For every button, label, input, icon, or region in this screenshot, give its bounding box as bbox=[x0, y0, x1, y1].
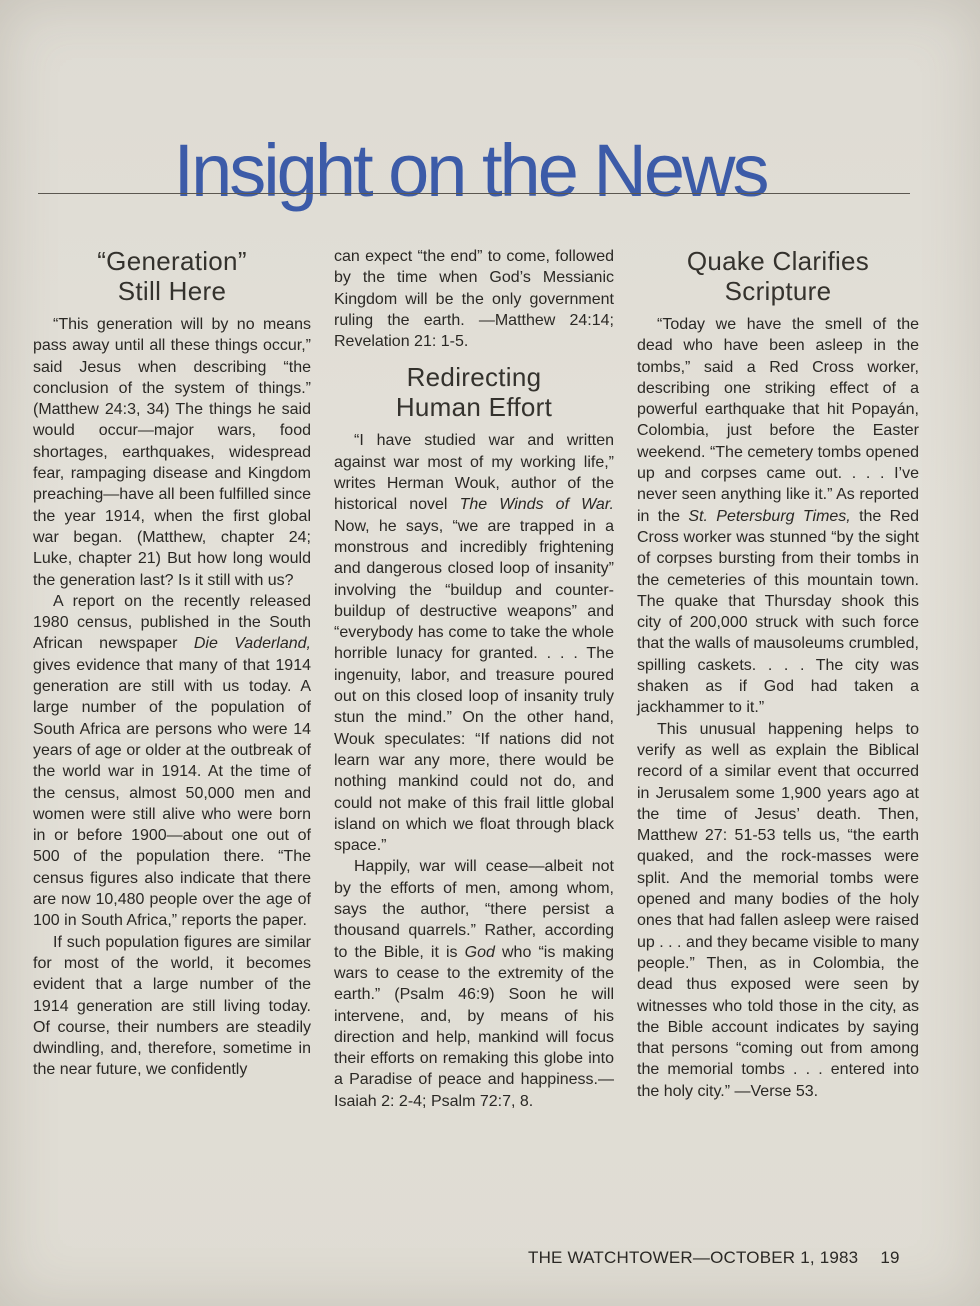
article-3-paragraph-1 bbox=[637, 314, 919, 719]
article-2-p2-b: who “is making wars to cease to the extremity of the earth.” (Psalm 46:9) Soon he will intervene, and, by means of his direction and help, mankind will focus their efforts on remaking this globe into a Paradise of peace and happiness.—Isaiah 2: 2-4; Psalm 72:7, 8. bbox=[334, 943, 615, 1110]
article-1-paragraph-3: If such population figures are similar for most of the world, it becomes evident that a large number of the 1914 generation are still living today. Of course, their numbers are steadily dwindling, and, therefore, sometime in the near future, we confidently bbox=[33, 933, 311, 1079]
column-3 bbox=[637, 246, 919, 1102]
column-1 bbox=[33, 246, 311, 1081]
article-3-p1-b: the Red Cross worker was stunned “by the sight of corpses bursting from their tombs in the cemeteries of this mountain town. The quake that Thursday shook this city of 200,000 struck with such force that the walls of mausoleums crumbled, spilling caskets. . . . The city was shaken as if God had taken a jackhammer to it.” bbox=[637, 507, 919, 717]
page-footer bbox=[528, 1248, 900, 1268]
article-3-p1-newspaper: St. Petersburg Times, bbox=[688, 507, 851, 525]
article-2-p1-b: Now, he says, “we are trapped in a monstrous and incredibly frightening and dangerous closed loop of insanity” involving the “buildup and counter-buildup of destructive weapons” and “everybody has come to take the whole horrible lunacy for granted. . . . The ingenuity, labor, and treasure poured out on this closed loop of insanity truly stun the mind.” On the other hand, Wouk speculates: “If nations did not learn war any more, there would be nothing mankind could not do, and could not make of this frail little global island on which we float through black space.” bbox=[334, 517, 614, 855]
article-1-paragraph-2 bbox=[33, 591, 311, 932]
article-3-p1-a: “Today we have the smell of the dead who have been asleep in the tombs,” said a Red Cross worker, describing one striking effect of a powerful earthquake that hit Popayán, Colombia, just before the Easter weekend. “The cemetery tombs opened up and corpses came out. . . . I’ve never seen anything like it.” As reported in the bbox=[637, 316, 919, 525]
article-3-title-line2: Scripture bbox=[724, 276, 832, 306]
article-2-p2-god: God bbox=[464, 943, 495, 961]
article-2-paragraph-1 bbox=[334, 430, 614, 856]
article-3-paragraph-2: This unusual happening helps to verify as well as explain the Biblical record of a similar event that occurred in Jerusalem some 1,900 years ago at the time of Jesus’ death. Then, Matthew 27: 51-53 tells us, “the earth quaked, and the rock-masses were split. And the memorial tombs were opened and many bodies of the holy ones that had fallen asleep were raised up . . . and they became visible to many people.” Then, as in Colombia, the dead thus exposed were seen by witnesses who told those in the city, as the Bible account indicates by saying that persons “coming out from among the memorial tombs . . . entered into the holy city.” —Verse 53. bbox=[637, 720, 919, 1100]
article-2-title-line2: Human Effort bbox=[395, 392, 553, 423]
article-1-title bbox=[33, 246, 311, 306]
article-2-p1-a: “I have studied war and written against war most of my working life,” writes Herman Wouk, author of the historical novel bbox=[334, 432, 614, 514]
column-2 bbox=[334, 246, 614, 1112]
footer-publication: THE WATCHTOWER—OCTOBER 1, 1983 bbox=[528, 1248, 859, 1267]
article-3-title-line1: Quake Clarifies bbox=[686, 246, 870, 276]
section-title: Insight on the News bbox=[173, 128, 767, 212]
article-2-title-line1: Redirecting bbox=[406, 362, 542, 393]
article-2-paragraph-2 bbox=[334, 856, 614, 1112]
article-1-title-line2: Still Here bbox=[117, 276, 227, 306]
header-divider bbox=[38, 193, 910, 194]
page-number: 19 bbox=[880, 1248, 900, 1267]
article-1-paragraph-4: can expect “the end” to come, followed by the time when God’s Messianic Kingdom will be the only government ruling the earth. —Matthew 24:14; Revelation 21: 1-5. bbox=[334, 248, 614, 351]
article-1-title-line1: “Generation” bbox=[97, 246, 247, 276]
article-2-p1-novel: The Winds of War. bbox=[459, 496, 615, 514]
article-2-title bbox=[334, 362, 614, 422]
article-3-title bbox=[637, 246, 919, 306]
article-1-p2-a: A report on the recently released 1980 census, published in the South African newspaper bbox=[33, 592, 311, 653]
article-1-p2-b: gives evidence that many of that 1914 generation are still with us today. A large number of the population of South Africa are persons who were 14 years of age or older at the outbreak of the world war in 1914. At the time of the census, almost 50,000 men and women were still alive who were born in or before 1900—about one out of 500 of the population there. “The census figures also indicate that there are now 10,480 people over the age of 100 in South Africa,” reports the paper. bbox=[33, 656, 311, 930]
article-2-p2-a: Happily, war will cease—albeit not by the efforts of men, among whom, says the author, “there persist a thousand quarrels.” Rather, according to the Bible, it is bbox=[334, 858, 614, 961]
article-1-p2-newspaper: Die Vaderland, bbox=[193, 635, 312, 653]
article-1-paragraph-1: “This generation will by no means pass away until all these things occur,” said Jesus when describing “the conclusion of the system of things.” (Matthew 24:3, 34) The things he said would occur—major wars, food shortages, earthquakes, widespread fear, rampaging disease and Kingdom preaching—have all been fulfilled since the year 1914, when the first global war began. (Matthew, chapter 24; Luke, chapter 21) But how long would the generation last? Is it still with us? bbox=[33, 316, 311, 589]
